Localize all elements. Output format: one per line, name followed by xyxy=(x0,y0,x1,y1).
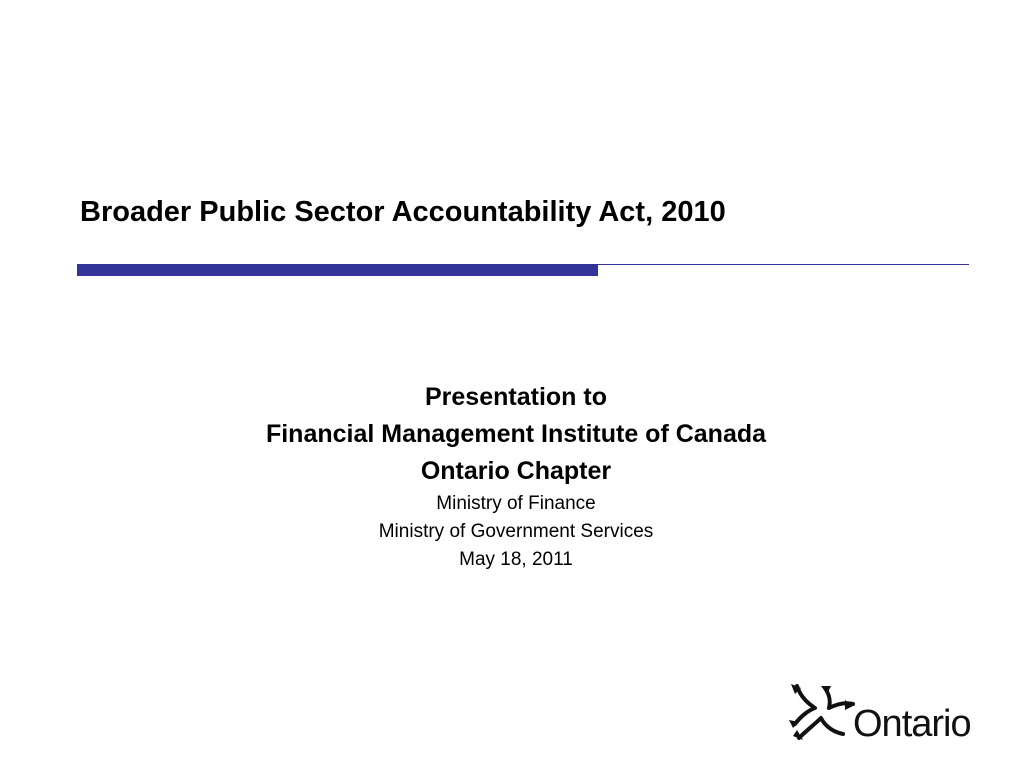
subtitle-line-presentation-to: Presentation to xyxy=(425,383,607,411)
title-underline-thick xyxy=(77,264,598,276)
subtitle-line-chapter: Ontario Chapter xyxy=(420,457,612,485)
subtitle-line-date: May 18, 2011 xyxy=(459,549,573,570)
presentation-details xyxy=(0,379,1024,574)
title-underline-thin xyxy=(598,264,969,265)
subtitle-line-ministry-finance: Ministry of Finance xyxy=(436,493,596,514)
ontario-logo xyxy=(785,680,995,750)
subtitle-line-organization: Financial Management Institute of Canada xyxy=(265,420,767,448)
trillium-icon xyxy=(785,680,855,744)
subtitle-line-ministry-government-services: Ministry of Government Services xyxy=(378,521,654,542)
ontario-wordmark: Ontario xyxy=(853,703,971,745)
slide-title: Broader Public Sector Accountability Act, 2010 xyxy=(80,196,726,228)
